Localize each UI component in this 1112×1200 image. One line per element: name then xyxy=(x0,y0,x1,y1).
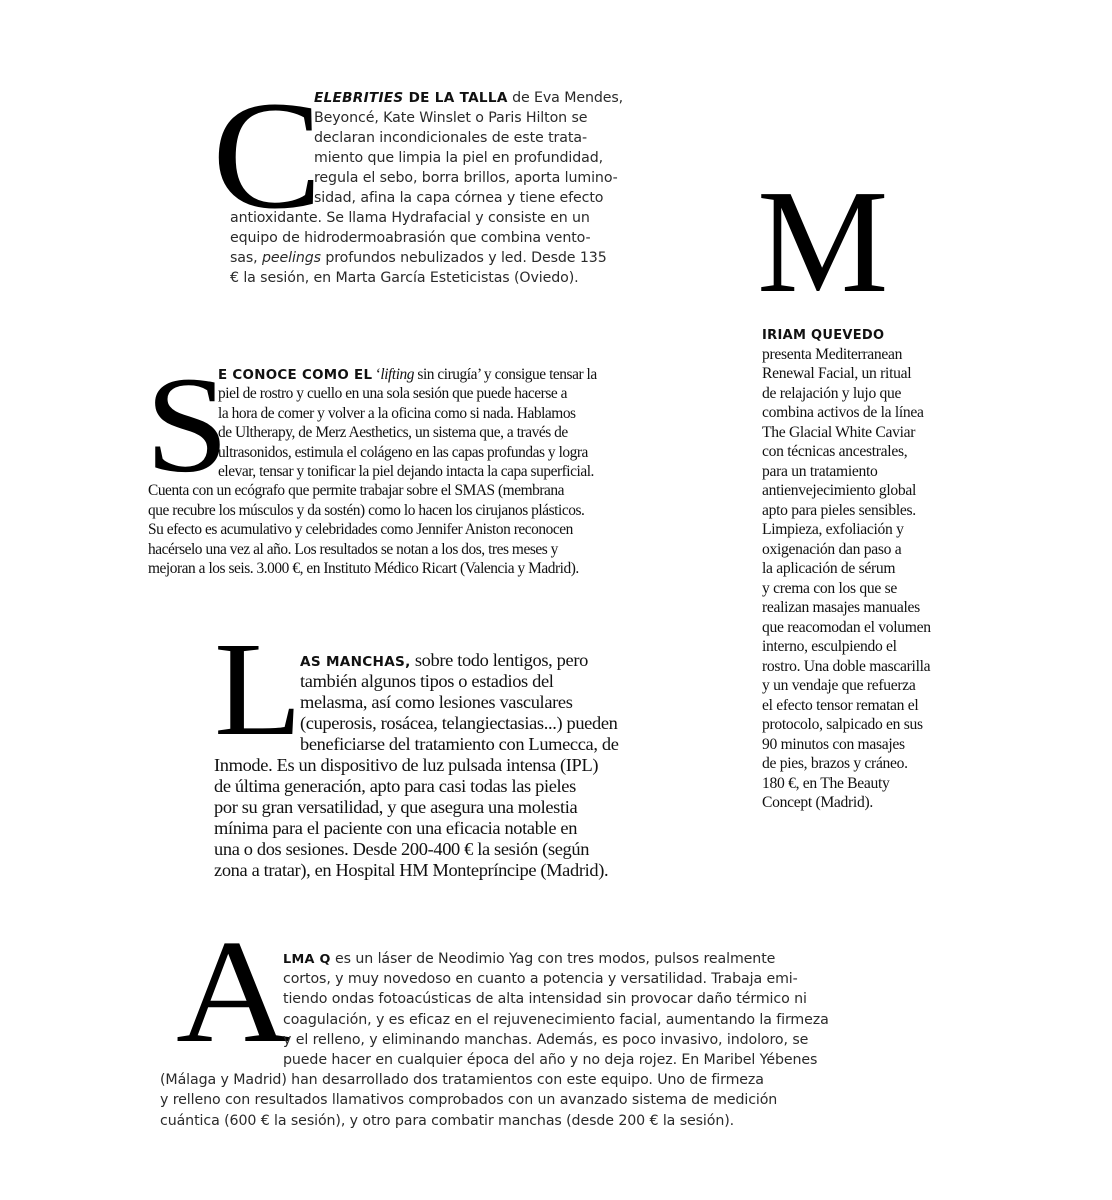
text-line: regula el sebo, borra brillos, aporta lumino- xyxy=(314,170,618,186)
text-line: antienvejecimiento global xyxy=(762,482,917,499)
article-block-mediterranean xyxy=(762,326,982,816)
text-line: de pies, brazos y cráneo. xyxy=(762,755,908,772)
text-line: cuántica (600 € la sesión), y otro para combatir manchas (desde 200 € la sesión). xyxy=(160,1112,735,1129)
text-line: antioxidante. Se llama Hydrafacial y consiste en un xyxy=(230,210,590,226)
lead-italic: ELEBRITIES xyxy=(314,90,404,106)
text-line: la hora de comer y volver a la oficina como si nada. Hablamos xyxy=(218,404,576,422)
text-line: con técnicas ancestrales, xyxy=(762,443,908,460)
text-line: y crema con los que se xyxy=(762,579,897,597)
text-line: elevar, tensar y tonificar la piel dejando intacta la capa superficial. xyxy=(218,463,594,480)
text-line: € la sesión, en Marta García Esteticistas (Oviedo). xyxy=(230,270,579,286)
text-line: (Málaga y Madrid) han desarrollado dos tratamientos con este equipo. Uno de firmeza xyxy=(160,1072,764,1089)
text-line: mínima para el paciente con una eficacia notable en xyxy=(214,818,578,838)
text-line: equipo de hidrodermoabrasión que combina vento- xyxy=(230,230,591,246)
lead-text: E CONOCE COMO EL xyxy=(218,368,373,383)
text-line: ultrasonidos, estimula el colágeno en las capas profundas y logra xyxy=(218,443,588,461)
text-line: combina activos de la línea xyxy=(762,404,924,421)
drop-cap-l: L xyxy=(214,614,303,764)
text-line: la aplicación de sérum xyxy=(762,560,896,577)
text-line: protocolo, salpicado en sus xyxy=(762,716,923,733)
text-line: el efecto tensor rematan el xyxy=(762,696,919,714)
text-line: beneficiarse del tratamiento con Lumecca, de xyxy=(300,734,619,754)
text-line: de Eva Mendes, xyxy=(507,90,624,106)
text-line: Limpieza, exfoliación y xyxy=(762,521,904,538)
text-line: piel de rostro y cuello en una sola sesión que puede hacerse a xyxy=(218,385,568,403)
text-line: Concept (Madrid). xyxy=(762,794,873,811)
lead-text: AS MANCHAS, xyxy=(300,654,411,670)
text-line: realizan masajes manuales xyxy=(762,599,920,616)
text-line: cortos, y muy novedoso en cuanto a potencia y versatilidad. Trabaja emi- xyxy=(283,971,798,988)
drop-cap-c: C xyxy=(212,69,323,241)
text-line: (cuperosis, rosácea, telangiectasias...) pueden xyxy=(300,713,618,733)
text-line: 90 minutos con masajes xyxy=(762,735,905,753)
text-line: Cuenta con un ecógrafo que permite trabajar sobre el SMAS (membrana xyxy=(148,482,565,500)
text-line: sas, peelings profundos nebulizados y led. Desde 135 xyxy=(230,250,607,266)
drop-cap-a: A xyxy=(176,910,291,1074)
text-line: declaran incondicionales de este trata- xyxy=(314,130,587,146)
text-line: también algunos tipos o estadios del xyxy=(300,671,554,691)
article-block-hydrafacial xyxy=(230,90,670,290)
article-block-lumecca: AS MANCHAS, sobre todo lentigos, pero también algunos tipos o estadios del melasma, así como lesiones vasculares (cuperosis, rosácea, telangiectasias...) pueden beneficiarse del tratamiento con Lumecca, de Inmode. Es un dispositivo de luz pulsada intensa (IPL) de última generación, apto para casi todas las pieles por su gran versatilidad, y que asegura una molestia mínima para el paciente con una eficacia notable en una o dos sesiones. Desde 200-400 € la sesión (según zona a tratar), en Hospital HM Montepríncipe (Madrid). xyxy=(214,650,619,880)
text-line: una o dos sesiones. Desde 200-400 € la sesión (según xyxy=(214,839,590,859)
text-line: melasma, así como lesiones vasculares xyxy=(300,692,573,712)
text-line: oxigenación dan paso a xyxy=(762,540,902,558)
lead-text: DE LA TALLA xyxy=(403,90,508,106)
text-line: para un tratamiento xyxy=(762,462,878,480)
text-line: y relleno con resultados llamativos comprobados con un avanzado sistema de medición xyxy=(160,1092,778,1109)
text-line: por su gran versatilidad, y que asegura una molestia xyxy=(214,797,578,817)
text-line: de Ultherapy, de Merz Aesthetics, un sistema que, a través de xyxy=(218,424,568,442)
article-block-alma-q: LMA Q es un láser de Neodimio Yag con tres modos, pulsos realmente cortos, y muy novedoso en cuanto a potencia y versatilidad. Trabaja emi- tiendo ondas fotoacústicas de alta intensidad sin provocar daño térmico ni coagulación, y es eficaz en el rejuvenecimiento facial, aumentando la firmeza y el relleno, y eliminando manchas. Además, es poco invasivo, indoloro, se puede hacer en cualquier época del año y no deja rojez. En Maribel Yébenes (Málaga y Madrid) han desarrollado dos tratamientos con este equipo. Uno de firmeza y relleno con resultados llamativos comprobados con un avanzado sistema de medición cuántica (600 € la sesión), y otro para combatir manchas (desde 200 € la sesión). xyxy=(160,951,829,1129)
text-line: The Glacial White Caviar xyxy=(762,423,916,441)
text-line: rostro. Una doble mascarilla xyxy=(762,657,931,675)
text-line: y el relleno, y eliminando manchas. Además, es poco invasivo, indoloro, se xyxy=(283,1031,809,1048)
text-line: presenta Mediterranean xyxy=(762,345,903,363)
drop-cap-m: M xyxy=(757,160,889,324)
text-line: interno, esculpiendo el xyxy=(762,638,897,655)
text-line: 180 €, en The Beauty xyxy=(762,774,890,792)
text-line: hacérselo una vez al año. Los resultados se notan a los dos, tres meses y xyxy=(148,540,558,558)
text-line: mejoran a los seis. 3.000 €, en Instituto Médico Ricart (Valencia y Madrid). xyxy=(148,560,579,577)
lead-text: IRIAM QUEVEDO xyxy=(762,328,885,343)
text-line: de última generación, apto para casi todas las pieles xyxy=(214,776,576,796)
lead-text: LMA Q xyxy=(283,952,331,967)
text-line: zona a tratar), en Hospital HM Montepríncipe (Madrid). xyxy=(214,860,609,880)
text-line: coagulación, y es eficaz en el rejuvenecimiento facial, aumentando la firmeza xyxy=(283,1011,829,1028)
article-block-ultherapy: E CONOCE COMO EL ‘lifting sin cirugía’ y consigue tensar la piel de rostro y cuello en una sola sesión que puede hacerse a la hora de comer y volver a la oficina como si nada. Hablamos de Ultherapy, de Merz Aesthetics, un sistema que, a través de ultrasonidos, estimula el colágeno en las capas profundas y logra elevar, tensar y tonificar la piel dejando intacta la capa superficial. Cuenta con un ecógrafo que permite trabajar sobre el SMAS (membrana que recubre los músculos y da sostén) como lo hacen los cirujanos plásticos. Su efecto es acumulativo y celebridades como Jennifer Aniston reconocen hacérselo una vez al año. Los resultados se notan a los dos, tres meses y mejoran a los seis. 3.000 €, en Instituto Médico Ricart (Valencia y Madrid). xyxy=(148,366,597,577)
text-line: puede hacer en cualquier época del año y no deja rojez. En Maribel Yébenes xyxy=(283,1052,818,1068)
text-line: que recubre los músculos y da sostén) como lo hacen los cirujanos plásticos. xyxy=(148,501,585,519)
text-line: y un vendaje que refuerza xyxy=(762,677,916,694)
text-line: de relajación y lujo que xyxy=(762,384,902,402)
text-line: que reacomodan el volumen xyxy=(762,618,931,636)
text-line: sidad, afina la capa córnea y tiene efecto xyxy=(314,190,604,206)
text-line: apto para pieles sensibles. xyxy=(762,501,916,519)
text-line: Renewal Facial, un ritual xyxy=(762,365,912,382)
text-line: Inmode. Es un dispositivo de luz pulsada intensa (IPL) xyxy=(214,755,599,775)
drop-cap-s: S xyxy=(145,348,230,502)
text-line: Beyoncé, Kate Winslet o Paris Hilton se xyxy=(314,110,588,126)
text-line: Su efecto es acumulativo y celebridades como Jennifer Aniston reconocen xyxy=(148,521,573,539)
text-line: tiendo ondas fotoacústicas de alta intensidad sin provocar daño térmico ni xyxy=(283,991,807,1008)
text-line: miento que limpia la piel en profundidad, xyxy=(314,150,604,166)
